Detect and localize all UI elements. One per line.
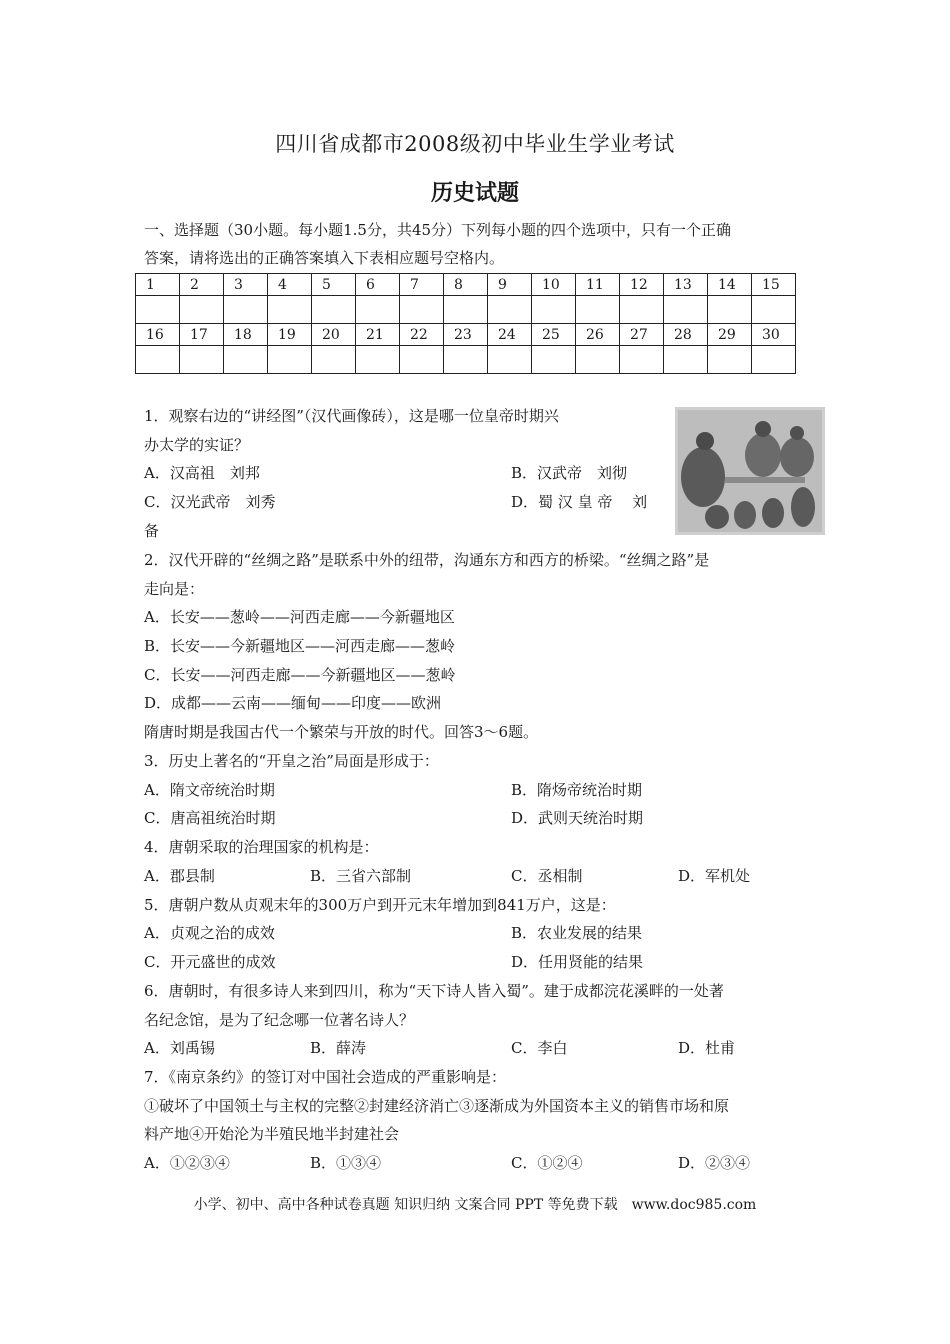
answer-number: 16	[136, 324, 180, 346]
answer-input-row-2	[136, 346, 796, 374]
answer-number: 20	[312, 324, 356, 346]
q3-option-a: A．隋文帝统治时期	[144, 781, 275, 799]
context-3-6: 隋唐时期是我国古代一个繁荣与开放的时代。回答3～6题。	[144, 723, 539, 741]
q5-option-d: D．任用贤能的结果	[511, 953, 644, 971]
answer-cell[interactable]	[532, 346, 576, 374]
q7-option-c: C．①②④	[511, 1154, 583, 1172]
answer-cell[interactable]	[488, 296, 532, 324]
answer-number: 30	[752, 324, 796, 346]
answer-cell[interactable]	[356, 296, 400, 324]
answer-table	[135, 273, 796, 374]
answer-number: 15	[752, 274, 796, 296]
answer-number: 19	[268, 324, 312, 346]
answer-cell[interactable]	[180, 296, 224, 324]
answer-number: 6	[356, 274, 400, 296]
answer-cell[interactable]	[268, 296, 312, 324]
q1-option-b: B．汉武帝 刘彻	[511, 464, 628, 482]
q6-option-b: B．薛涛	[310, 1039, 367, 1057]
answer-cell[interactable]	[664, 296, 708, 324]
answer-cell[interactable]	[312, 296, 356, 324]
answer-number: 10	[532, 274, 576, 296]
answer-cell[interactable]	[444, 296, 488, 324]
q7-stem-line-1: 7．《南京条约》的签订对中国社会造成的严重影响是：	[144, 1068, 507, 1086]
q6-option-d: D．杜甫	[678, 1039, 736, 1057]
q4-stem: 4．唐朝采取的治理国家的机构是：	[144, 838, 379, 856]
answer-cell[interactable]	[576, 346, 620, 374]
answer-cell[interactable]	[400, 296, 444, 324]
q5-option-c: C．开元盛世的成效	[144, 953, 276, 971]
q2-option-b: B．长安——今新疆地区——河西走廊——葱岭	[144, 637, 456, 655]
answer-number: 2	[180, 274, 224, 296]
answer-cell[interactable]	[268, 346, 312, 374]
answer-cell[interactable]	[620, 296, 664, 324]
answer-number: 5	[312, 274, 356, 296]
answer-cell[interactable]	[312, 346, 356, 374]
answer-cell[interactable]	[136, 296, 180, 324]
answer-cell[interactable]	[620, 346, 664, 374]
answer-number: 3	[224, 274, 268, 296]
answer-number: 8	[444, 274, 488, 296]
answer-number: 17	[180, 324, 224, 346]
q7-stem-line-3: 料产地④开始沦为半殖民地半封建社会	[144, 1125, 400, 1143]
q1-option-a: A．汉高祖 刘邦	[144, 464, 260, 482]
answer-cell[interactable]	[752, 296, 796, 324]
page-title: 四川省成都市2008级初中毕业生学业考试	[275, 132, 675, 156]
q2-stem-line-2: 走向是：	[144, 580, 205, 598]
q5-option-a: A．贞观之治的成效	[144, 924, 275, 942]
answer-number: 4	[268, 274, 312, 296]
answer-number: 14	[708, 274, 752, 296]
q4-option-d: D．军机处	[678, 867, 751, 885]
q2-option-c: C．长安——河西走廊——今新疆地区——葱岭	[144, 666, 456, 684]
answer-cell[interactable]	[400, 346, 444, 374]
answer-table-header-row-2	[136, 324, 796, 346]
section-intro-line-2: 答案，请将选出的正确答案填入下表相应题号空格内。	[144, 249, 505, 267]
answer-number: 9	[488, 274, 532, 296]
answer-number: 13	[664, 274, 708, 296]
q7-stem-line-2: ①破坏了中国领土与主权的完整②封建经济消亡③逐渐成为外国资本主义的销售市场和原	[144, 1097, 730, 1115]
q2-stem-line-1: 2．汉代开辟的“丝绸之路”是联系中外的纽带，沟通东方和西方的桥梁。“丝绸之路”是	[144, 551, 710, 569]
answer-cell[interactable]	[664, 346, 708, 374]
answer-cell[interactable]	[708, 346, 752, 374]
q1-option-d: D．蜀 汉 皇 帝 刘	[511, 493, 648, 511]
answer-input-row-1	[136, 296, 796, 324]
q5-option-b: B．农业发展的结果	[511, 924, 643, 942]
q7-option-d: D．②③④	[678, 1154, 751, 1172]
q6-option-c: C．李白	[511, 1039, 568, 1057]
answer-cell[interactable]	[224, 346, 268, 374]
q2-option-d: D．成都——云南——缅甸——印度——欧洲	[144, 694, 442, 712]
q4-option-c: C．丞相制	[511, 867, 583, 885]
q3-option-c: C．唐高祖统治时期	[144, 809, 276, 827]
q3-option-d: D．武则天统治时期	[511, 809, 644, 827]
answer-number: 11	[576, 274, 620, 296]
q7-option-a: A．①②③④	[144, 1154, 230, 1172]
q1-option-c: C．汉光武帝 刘秀	[144, 493, 276, 511]
q5-stem: 5．唐朝户数从贞观末年的300万户到开元末年增加到841万户，这是：	[144, 896, 616, 914]
answer-number: 29	[708, 324, 752, 346]
answer-cell[interactable]	[356, 346, 400, 374]
q2-option-a: A．长安——葱岭——河西走廊——今新疆地区	[144, 608, 455, 626]
q6-stem-line-2: 名纪念馆，是为了纪念哪一位著名诗人？	[144, 1011, 415, 1029]
answer-number: 18	[224, 324, 268, 346]
q6-option-a: A．刘禹锡	[144, 1039, 215, 1057]
answer-number: 28	[664, 324, 708, 346]
answer-number: 26	[576, 324, 620, 346]
q1-stem-line-1: 1．观察右边的“讲经图”（汉代画像砖），这是哪一位皇帝时期兴	[144, 407, 559, 425]
q4-option-b: B．三省六部制	[310, 867, 412, 885]
answer-cell[interactable]	[576, 296, 620, 324]
answer-number: 27	[620, 324, 664, 346]
answer-cell[interactable]	[708, 296, 752, 324]
answer-number: 1	[136, 274, 180, 296]
answer-cell[interactable]	[224, 296, 268, 324]
answer-table-header-row-1	[136, 274, 796, 296]
q3-option-b: B．隋炀帝统治时期	[511, 781, 643, 799]
q6-stem-line-1: 6．唐朝时，有很多诗人来到四川，称为“天下诗人皆入蜀”。建于成都浣花溪畔的一处著	[144, 982, 724, 1000]
q7-option-b: B．①③④	[310, 1154, 382, 1172]
answer-number: 22	[400, 324, 444, 346]
page-footer: 小学、初中、高中各种试卷真题 知识归纳 文案合同 PPT 等免费下载 www.doc985.com	[193, 1197, 757, 1213]
q4-option-a: A．郡县制	[144, 867, 215, 885]
answer-number: 23	[444, 324, 488, 346]
q3-stem: 3．历史上著名的“开皇之治”局面是形成于：	[144, 752, 439, 770]
answer-cell[interactable]	[136, 346, 180, 374]
answer-cell[interactable]	[444, 346, 488, 374]
answer-number: 25	[532, 324, 576, 346]
answer-cell[interactable]	[532, 296, 576, 324]
answer-cell[interactable]	[180, 346, 224, 374]
lecture-relief-image	[675, 407, 825, 535]
q1-option-d-wrap: 备	[144, 522, 160, 540]
section-intro-line-1: 一、选择题（30小题。每小题1.5分，共45分）下列每小题的四个选项中，只有一个正确	[144, 221, 732, 239]
answer-number: 24	[488, 324, 532, 346]
answer-number: 12	[620, 274, 664, 296]
answer-number: 7	[400, 274, 444, 296]
q1-stem-line-2: 办太学的实证？	[144, 436, 250, 454]
answer-cell[interactable]	[752, 346, 796, 374]
answer-cell[interactable]	[488, 346, 532, 374]
answer-number: 21	[356, 324, 400, 346]
page-subtitle: 历史试题	[430, 181, 519, 206]
